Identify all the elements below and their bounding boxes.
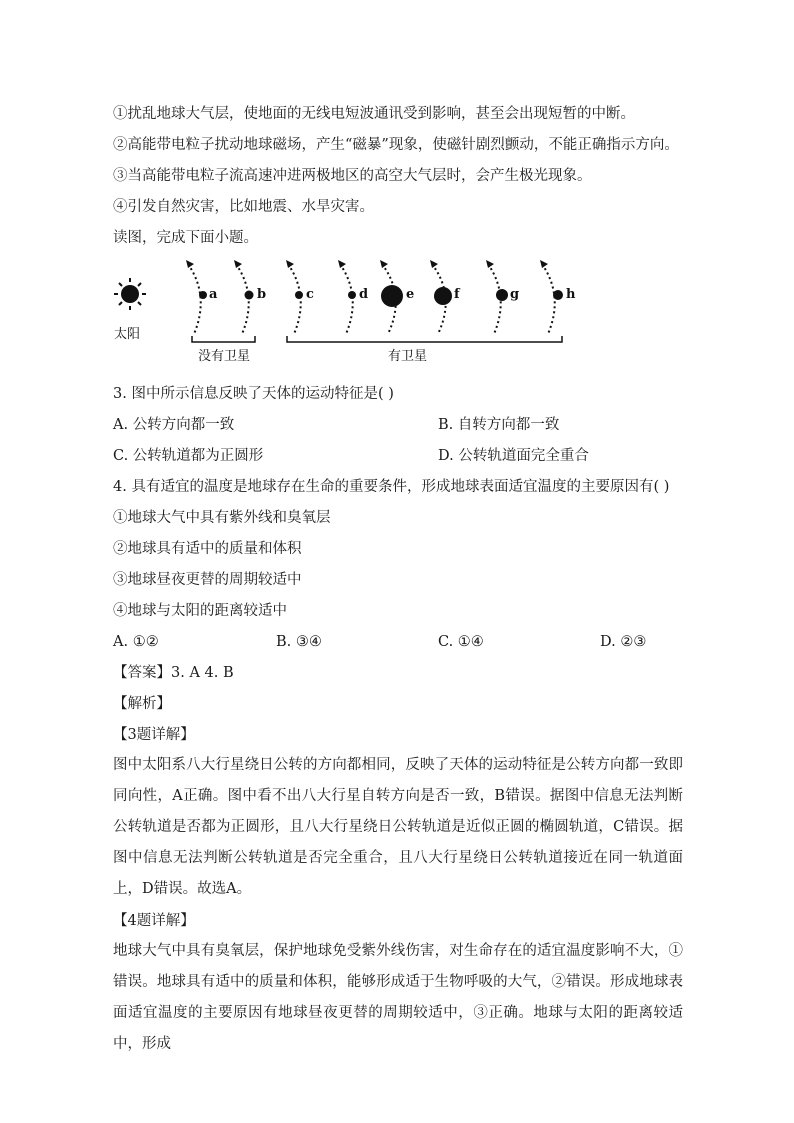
arrow-icon: [338, 260, 346, 268]
planet-d: [348, 291, 356, 299]
planet-e: [381, 285, 403, 307]
q3-option-c: C. 公转轨道都为正圆形: [113, 448, 264, 464]
orbit-b: [236, 264, 249, 334]
arrow-icon: [286, 260, 294, 268]
q4-stem: 4. 具有适宜的温度是地球存在生命的重要条件，形成地球表面适宜温度的主要原因有( ): [113, 479, 670, 495]
q4-item-1: ①地球大气中具有紫外线和臭氧层: [113, 510, 331, 526]
planet-h: [553, 290, 563, 300]
q3-option-a: A. 公转方向都一致: [113, 417, 235, 433]
planet-g: [496, 289, 508, 301]
planet-b: [245, 291, 254, 300]
q3-option-b: B. 自转方向都一致: [438, 417, 560, 433]
q4-detail-heading: 【4题详解】: [113, 913, 195, 929]
orbit-c: [288, 264, 301, 334]
q3-stem: 3. 图中所示信息反映了天体的运动特征是( ): [113, 386, 394, 402]
arrow-icon: [430, 260, 438, 268]
arrow-icon: [380, 260, 388, 268]
q4-detail-text: 地球大气中具有臭氧层，保护地球免受紫外线伤害，对生命存在的适宜温度影响不大，①错误。地球具有适中的质量和体积，能够形成适于生物呼吸的大气，②错误。形成地球表面适宜温度的主要原因有地球昼夜更替的周期较适中，③正确。地球与太阳的距离较适中，形成: [113, 943, 683, 1052]
planet-label-f: f: [454, 287, 460, 302]
bracket-no-satellite: [192, 336, 255, 342]
q3-detail-heading: 【3题详解】: [113, 727, 195, 743]
q4-item-2: ②地球具有适中的质量和体积: [113, 541, 302, 557]
q4-option-c: C. ①④: [438, 634, 484, 650]
planet-label-d: d: [359, 287, 369, 302]
planet-label-b: b: [257, 287, 267, 302]
q4-item-3: ③地球昼夜更替的周期较适中: [113, 572, 302, 588]
sun-label: 太阳: [114, 327, 141, 342]
q3-option-d: D. 公转轨道面完全重合: [438, 448, 589, 464]
answer: 【答案】3. A 4. B: [113, 665, 234, 681]
planet-a: [199, 291, 207, 299]
analysis-heading: 【解析】: [113, 696, 171, 712]
orbit-a: [188, 264, 201, 334]
orbit-arrows: [186, 260, 548, 268]
statement-2: ②高能带电粒子扰动地球磁场，产生“磁暴”现象，使磁针剧烈颤动，不能正确指示方向。: [113, 137, 679, 153]
statement-3: ③当高能带电粒子流高速冲进两极地区的高空大气层时，会产生极光现象。: [113, 168, 592, 184]
planet-label-a: a: [209, 287, 218, 302]
q3-detail-text: 图中太阳系八大行星绕日公转的方向都相同，反映了天体的运动特征是公转方向都一致即同向性，A正确。图中看不出八大行星自转方向是否一致，B错误。据图中信息无法判断公转轨道是否都为正圆形，且八大行星绕日公转轨道是近似正圆的椭圆轨道，C错误。据图中信息无法判断公转轨道是否完全重合，且八大行星绕日公转轨道接近在同一轨道面上，D错误。故选A。: [113, 757, 683, 897]
statement-1: ①扰乱地球大气层，使地面的无线电短波通讯受到影响，甚至会出现短暂的中断。: [113, 106, 635, 122]
sun-icon: [114, 278, 146, 310]
orbit-h: [542, 264, 555, 334]
arrow-icon: [186, 260, 194, 268]
arrow-icon: [234, 260, 242, 268]
solar-system-figure: [110, 256, 590, 366]
orbit-d: [340, 264, 353, 334]
bracket-with-satellite: [287, 336, 562, 342]
arrow-icon: [486, 260, 494, 268]
label-with-satellite: 有卫星: [388, 349, 428, 364]
planet-f: [434, 287, 452, 305]
instruction: 读图，完成下面小题。: [113, 230, 258, 246]
planet-label-g: g: [510, 287, 520, 302]
arrow-icon: [540, 260, 548, 268]
planet-c: [295, 291, 303, 299]
q4-option-a: A. ①②: [113, 634, 159, 650]
planet-label-c: c: [306, 287, 314, 302]
planet-label-h: h: [566, 287, 576, 302]
solar-system-diagram: [110, 256, 590, 366]
label-no-satellite: 没有卫星: [198, 349, 251, 364]
q4-option-b: B. ③④: [276, 634, 322, 650]
statement-4: ④引发自然灾害，比如地震、水旱灾害。: [113, 199, 374, 215]
q4-item-4: ④地球与太阳的距离较适中: [113, 603, 287, 619]
q4-option-d: D. ②③: [600, 634, 647, 650]
planet-label-e: e: [406, 287, 415, 302]
